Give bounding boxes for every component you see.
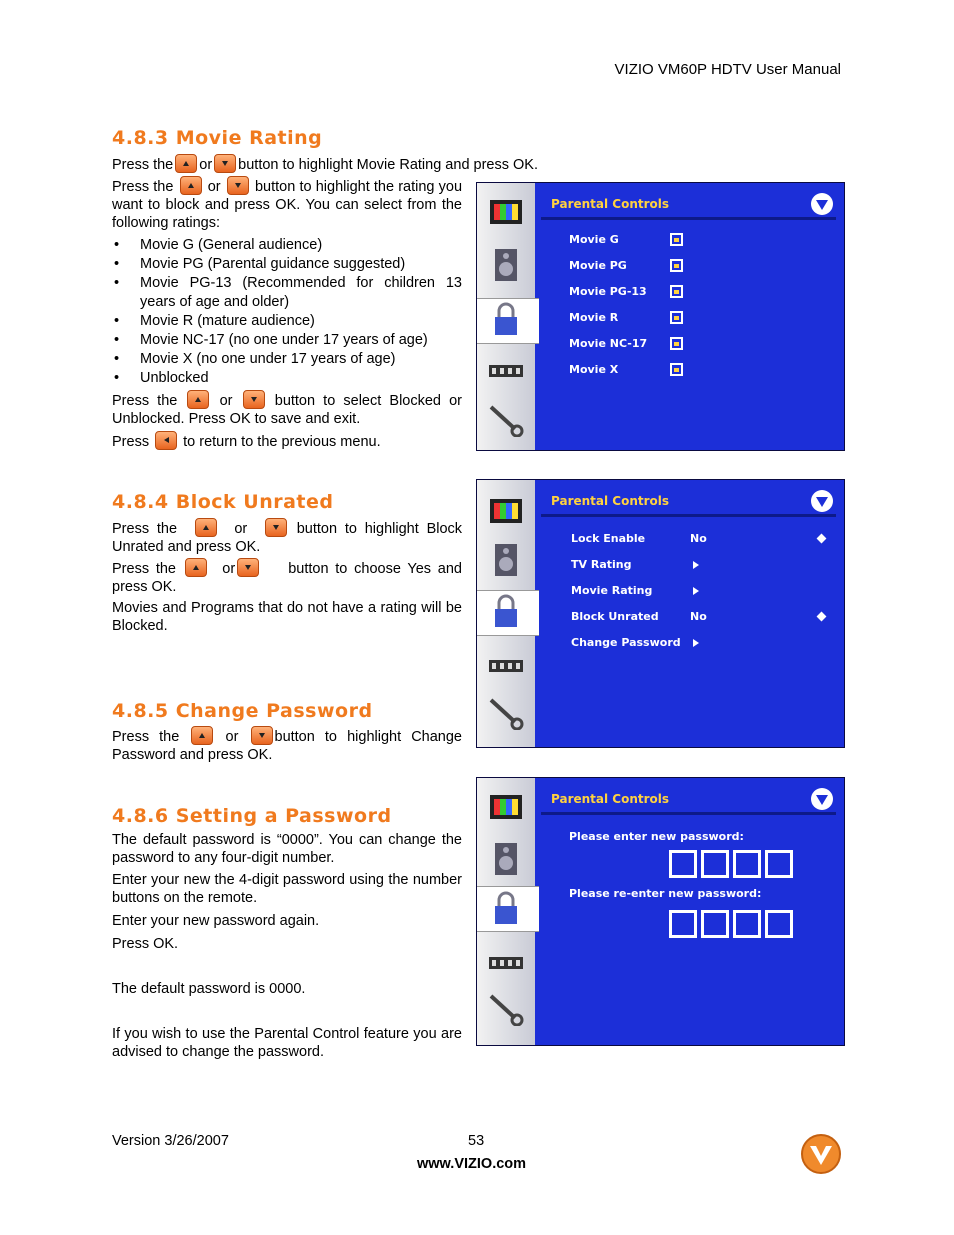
list-item: • Movie X (no one under 17 years of age) bbox=[112, 350, 462, 369]
list-item: • Unblocked bbox=[112, 369, 462, 388]
down-button-icon bbox=[243, 390, 265, 409]
menu-item-change-password[interactable]: Change Password bbox=[571, 636, 681, 649]
movie-rating-para3: Press the or button to select Blocked or Unblocked. Press OK to save and exit. bbox=[112, 390, 462, 428]
password-digit-box[interactable] bbox=[669, 850, 697, 878]
password-reenter-prompt: Please re-enter new password: bbox=[569, 887, 762, 900]
setting-password-para2: Enter your new the 4-digit password using the number buttons on the remote. bbox=[112, 872, 462, 906]
vizio-logo-icon bbox=[811, 490, 833, 512]
password-prompt: Please enter new password: bbox=[569, 830, 744, 843]
menu-item-movie-r[interactable]: Movie R bbox=[569, 311, 619, 324]
movie-rating-para4: Press to return to the previous menu. bbox=[112, 431, 462, 451]
film-icon bbox=[487, 648, 525, 684]
menu-item-lock-enable[interactable]: Lock Enable bbox=[571, 532, 646, 545]
change-password-para1: Press the or button to highlight Change Password and press OK. bbox=[112, 726, 462, 764]
menu-item-movie-pg13[interactable]: Movie PG-13 bbox=[569, 285, 647, 298]
section-title-block-unrated: 4.8.4 Block Unrated bbox=[112, 491, 334, 513]
lock-checkbox-icon[interactable] bbox=[670, 233, 683, 246]
down-button-icon bbox=[251, 726, 273, 745]
list-item: • Movie R (mature audience) bbox=[112, 312, 462, 331]
lock-icon bbox=[487, 593, 525, 629]
list-item: • Movie G (General audience) bbox=[112, 236, 462, 255]
panel-title: Parental Controls bbox=[551, 197, 670, 211]
password-screen bbox=[476, 777, 845, 1046]
vizio-logo-icon bbox=[811, 788, 833, 810]
list-item: • Movie NC-17 (no one under 17 years of age) bbox=[112, 331, 462, 350]
password-confirm-box[interactable] bbox=[765, 910, 793, 938]
up-button-icon bbox=[191, 726, 213, 745]
setting-password-para3: Enter your new password again. bbox=[112, 913, 320, 929]
side-menu bbox=[477, 778, 535, 1045]
speaker-icon bbox=[487, 542, 525, 578]
up-button-icon bbox=[180, 176, 202, 195]
menu-item-movie-nc17[interactable]: Movie NC-17 bbox=[569, 337, 648, 350]
lock-checkbox-icon[interactable] bbox=[670, 285, 683, 298]
down-button-icon bbox=[214, 154, 236, 173]
panel-title: Parental Controls bbox=[551, 494, 670, 508]
setting-password-para4: Press OK. bbox=[112, 936, 179, 952]
movie-rating-para2: Press the or button to highlight the rating you want to block and press OK. You can select from the following ratings: bbox=[112, 176, 462, 232]
chevron-right-icon[interactable] bbox=[693, 587, 699, 595]
film-icon bbox=[487, 353, 525, 389]
tv-icon bbox=[487, 494, 525, 530]
panel-divider bbox=[541, 514, 836, 517]
side-menu bbox=[477, 480, 535, 747]
tv-icon bbox=[487, 195, 525, 231]
up-button-icon bbox=[185, 558, 207, 577]
movie-rating-line1: Press the or button to highlight Movie Rating and press OK. bbox=[112, 154, 592, 174]
password-digit-box[interactable] bbox=[765, 850, 793, 878]
wrench-icon bbox=[487, 694, 525, 730]
footer-version: Version 3/26/2007 bbox=[112, 1133, 229, 1149]
page-header: VIZIO VM60P HDTV User Manual bbox=[614, 61, 841, 78]
menu-item-movie-rating[interactable]: Movie Rating bbox=[571, 584, 653, 597]
wrench-icon bbox=[487, 401, 525, 437]
panel-title: Parental Controls bbox=[551, 792, 670, 806]
setting-password-para6: If you wish to use the Parental Control feature you are advised to change the password. bbox=[112, 1026, 462, 1060]
block-unrated-para1: Press the or button to highlight Block Unrated and press OK. bbox=[112, 518, 462, 556]
speaker-icon bbox=[487, 841, 525, 877]
setting-password-para1: The default password is “0000”. You can change the password to any four-digit number. bbox=[112, 832, 462, 866]
menu-item-movie-pg[interactable]: Movie PG bbox=[569, 259, 627, 272]
parental-controls-screen bbox=[476, 479, 845, 748]
password-confirm-box[interactable] bbox=[733, 910, 761, 938]
chevron-right-icon[interactable] bbox=[693, 561, 699, 569]
up-button-icon bbox=[175, 154, 197, 173]
footer-url[interactable]: www.VIZIO.com bbox=[417, 1156, 527, 1172]
section-title-movie-rating: 4.8.3 Movie Rating bbox=[112, 127, 323, 149]
lock-checkbox-icon[interactable] bbox=[670, 311, 683, 324]
list-item: • Movie PG (Parental guidance suggested) bbox=[112, 255, 462, 274]
rating-screen bbox=[476, 182, 845, 451]
menu-item-movie-g[interactable]: Movie G bbox=[569, 233, 619, 246]
section-title-setting-password: 4.8.6 Setting a Password bbox=[112, 805, 392, 827]
speaker-icon bbox=[487, 247, 525, 283]
lock-icon bbox=[487, 890, 525, 926]
menu-item-block-unrated[interactable]: Block Unrated bbox=[571, 610, 659, 623]
up-button-icon bbox=[195, 518, 217, 537]
lock-enable-value: No bbox=[690, 532, 707, 545]
lock-checkbox-icon[interactable] bbox=[670, 259, 683, 272]
block-unrated-value: No bbox=[690, 610, 707, 623]
menu-item-tv-rating[interactable]: TV Rating bbox=[571, 558, 632, 571]
password-confirm-box[interactable] bbox=[669, 910, 697, 938]
section-title-change-password: 4.8.5 Change Password bbox=[112, 700, 373, 722]
password-digit-box[interactable] bbox=[701, 850, 729, 878]
left-button-icon bbox=[155, 431, 177, 450]
wrench-icon bbox=[487, 990, 525, 1026]
menu-item-movie-x[interactable]: Movie X bbox=[569, 363, 619, 376]
password-confirm-box[interactable] bbox=[701, 910, 729, 938]
down-button-icon bbox=[237, 558, 259, 577]
updown-icon[interactable] bbox=[817, 612, 827, 622]
list-item: • Movie PG-13 (Recommended for children 13 years of age and older) bbox=[112, 274, 462, 312]
tv-icon bbox=[487, 790, 525, 826]
lock-checkbox-icon[interactable] bbox=[670, 337, 683, 350]
film-icon bbox=[487, 945, 525, 981]
updown-icon[interactable] bbox=[817, 534, 827, 544]
block-unrated-para2: Press the or button to choose Yes and press OK. bbox=[112, 558, 462, 596]
vizio-logo-icon bbox=[811, 193, 833, 215]
rating-list bbox=[112, 236, 462, 388]
chevron-right-icon[interactable] bbox=[693, 639, 699, 647]
up-button-icon bbox=[187, 390, 209, 409]
down-button-icon bbox=[227, 176, 249, 195]
footer-page-number: 53 bbox=[468, 1133, 485, 1149]
down-button-icon bbox=[265, 518, 287, 537]
side-menu bbox=[477, 183, 535, 450]
password-digit-box[interactable] bbox=[733, 850, 761, 878]
lock-checkbox-icon[interactable] bbox=[670, 363, 683, 376]
block-unrated-para3: Movies and Programs that do not have a rating will be Blocked. bbox=[112, 600, 462, 634]
lock-icon bbox=[487, 301, 525, 337]
setting-password-para5: The default password is 0000. bbox=[112, 981, 306, 997]
vizio-badge-icon bbox=[800, 1133, 842, 1175]
panel-divider bbox=[541, 812, 836, 815]
panel-divider bbox=[541, 217, 836, 220]
